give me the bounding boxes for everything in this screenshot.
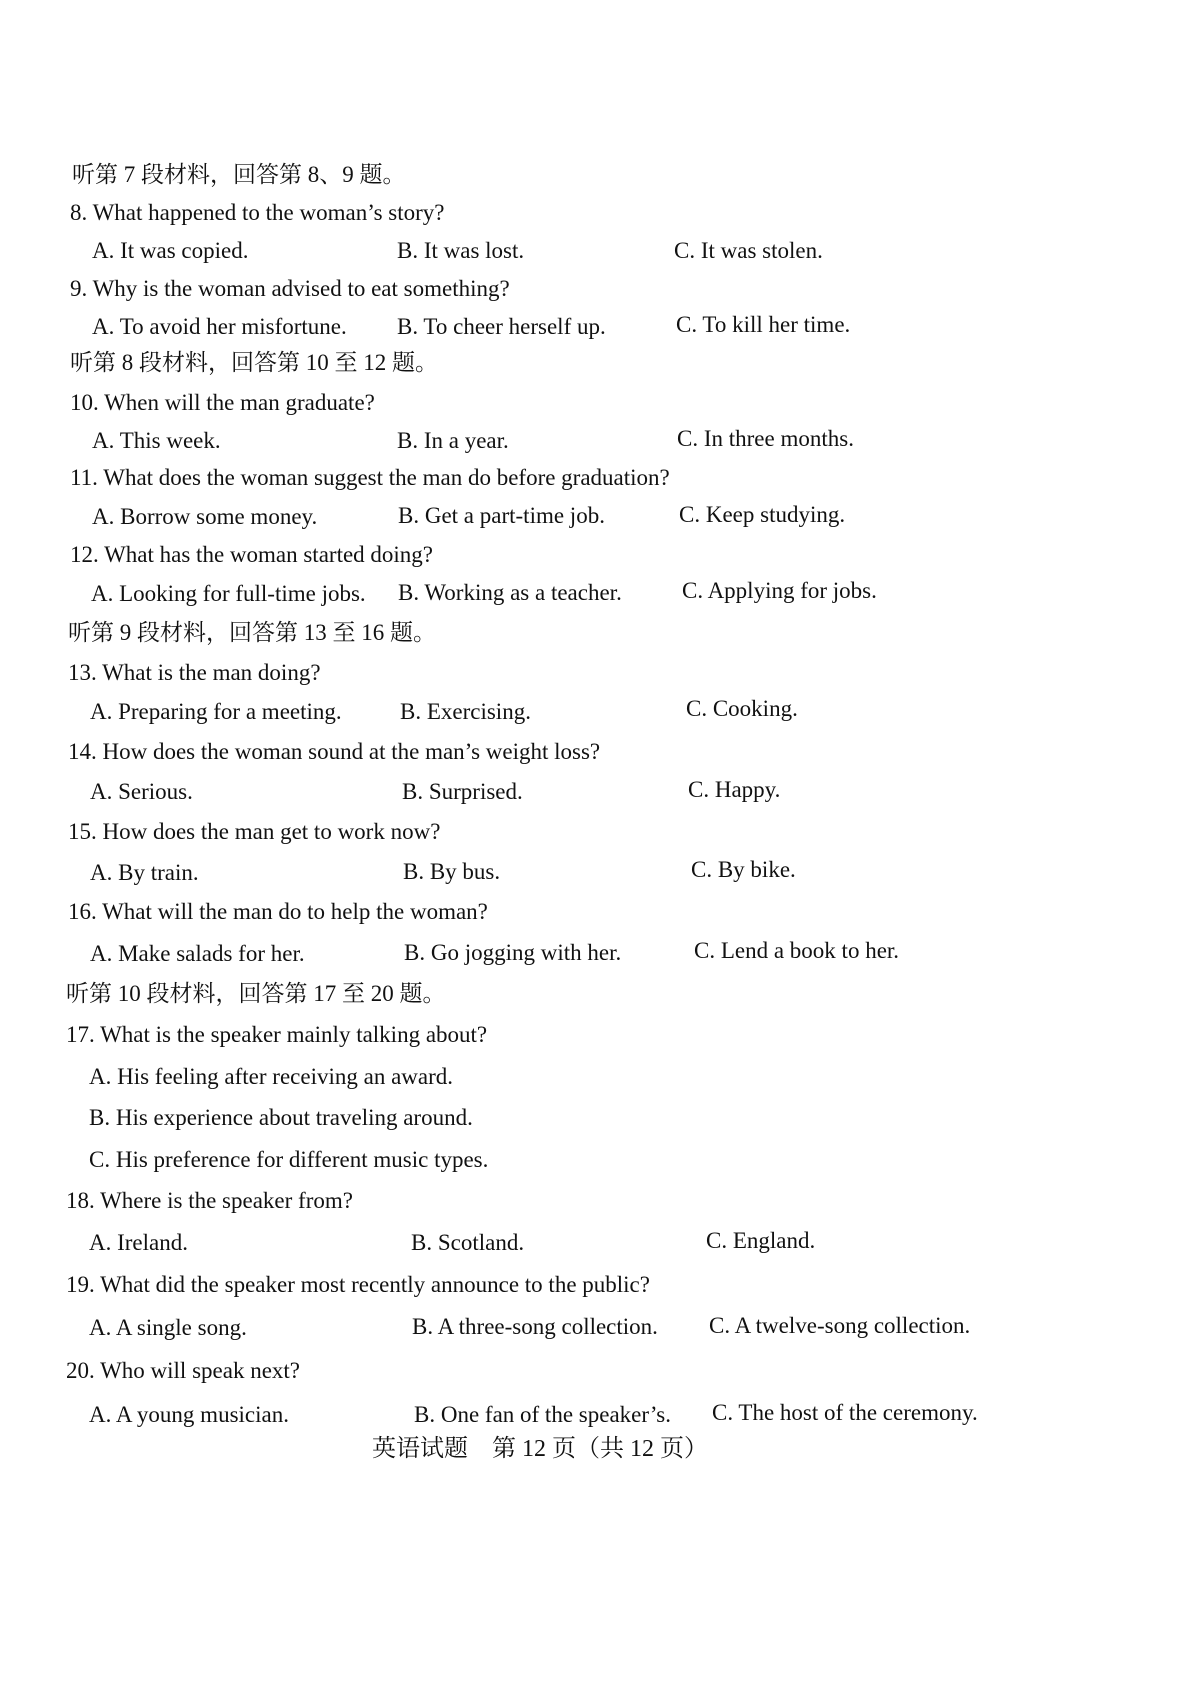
question-stem: 13. What is the man doing?	[68, 660, 321, 685]
option-b: B. It was lost.	[397, 238, 525, 263]
option-c: C. In three months.	[677, 426, 854, 451]
option-c: C. Cooking.	[686, 696, 798, 721]
option-a: A. Make salads for her.	[90, 941, 305, 966]
option-a: A. By train.	[90, 860, 199, 885]
question-stem: 15. How does the man get to work now?	[68, 819, 441, 844]
option-b: B. His experience about traveling around.	[89, 1105, 473, 1130]
option-b: B. By bus.	[403, 859, 501, 884]
option-c: C. Lend a book to her.	[694, 938, 900, 963]
option-a: A. A young musician.	[89, 1402, 289, 1427]
section-heading: 听第 10 段材料，回答第 17 至 20 题。	[66, 981, 446, 1006]
option-c: C. By bike.	[691, 857, 796, 882]
question-stem: 10. When will the man graduate?	[70, 390, 375, 415]
section-heading: 听第 7 段材料，回答第 8、9 题。	[72, 162, 406, 187]
option-a: A. It was copied.	[92, 238, 249, 263]
option-c: C. Keep studying.	[679, 502, 846, 527]
question-stem: 17. What is the speaker mainly talking about?	[66, 1022, 488, 1047]
option-a: A. Ireland.	[89, 1230, 188, 1255]
question-stem: 12. What has the woman started doing?	[70, 542, 434, 567]
option-b: B. A three-song collection.	[412, 1314, 658, 1339]
question-stem: 9. Why is the woman advised to eat something?	[70, 276, 510, 301]
option-c: C. The host of the ceremony.	[712, 1400, 978, 1425]
option-c: C. Happy.	[688, 777, 781, 802]
option-c: C. England.	[706, 1228, 816, 1253]
question-stem: 11. What does the woman suggest the man do before graduation?	[70, 465, 670, 490]
page-footer: 英语试题 第 12 页（共 12 页）	[372, 1436, 708, 1462]
option-a: A. Serious.	[90, 779, 193, 804]
question-stem: 8. What happened to the woman’s story?	[70, 200, 445, 225]
section-heading: 听第 9 段材料，回答第 13 至 16 题。	[68, 620, 436, 645]
option-b: B. Scotland.	[411, 1230, 525, 1255]
option-a: A. A single song.	[89, 1315, 247, 1340]
question-stem: 18. Where is the speaker from?	[66, 1188, 353, 1213]
option-b: B. In a year.	[397, 428, 509, 453]
option-a: A. To avoid her misfortune.	[92, 314, 347, 339]
option-c: C. It was stolen.	[674, 238, 823, 263]
option-b: B. Exercising.	[400, 699, 531, 724]
question-stem: 20. Who will speak next?	[66, 1358, 300, 1383]
option-a: A. Looking for full-time jobs.	[91, 581, 366, 606]
option-b: B. Go jogging with her.	[404, 940, 622, 965]
option-a: A. Borrow some money.	[92, 504, 318, 529]
option-a: A. This week.	[92, 428, 221, 453]
option-c: C. Applying for jobs.	[682, 578, 877, 603]
option-b: B. Surprised.	[402, 779, 523, 804]
option-b: B. To cheer herself up.	[397, 314, 606, 339]
option-b: B. One fan of the speaker’s.	[414, 1402, 671, 1427]
option-c: C. His preference for different music types.	[89, 1147, 489, 1172]
question-stem: 19. What did the speaker most recently announce to the public?	[66, 1272, 650, 1297]
option-a: A. His feeling after receiving an award.	[89, 1064, 454, 1089]
option-c: C. A twelve-song collection.	[709, 1313, 971, 1338]
option-c: C. To kill her time.	[676, 312, 851, 337]
question-stem: 16. What will the man do to help the woman?	[68, 899, 488, 924]
option-b: B. Get a part-time job.	[398, 503, 605, 528]
option-a: A. Preparing for a meeting.	[90, 699, 342, 724]
option-b: B. Working as a teacher.	[398, 580, 622, 605]
section-heading: 听第 8 段材料，回答第 10 至 12 题。	[70, 350, 438, 375]
question-stem: 14. How does the woman sound at the man’s weight loss?	[68, 739, 601, 764]
